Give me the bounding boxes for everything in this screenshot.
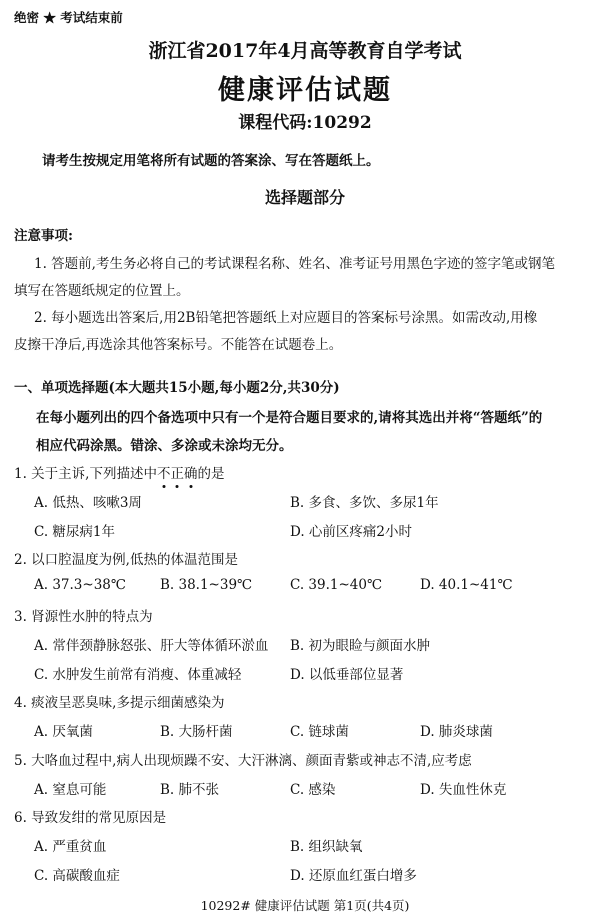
question-1-stem-post: 的是: [197, 466, 225, 482]
question-5-option-c: C. 感染: [290, 782, 336, 798]
question-5-option-b: B. 肺不张: [160, 782, 220, 798]
emphasis-char-2: 正: [170, 462, 184, 482]
question-3-option-d: D. 以低垂部位显著: [290, 667, 404, 683]
question-6-option-d: D. 还原血红蛋白增多: [290, 868, 417, 884]
note-1-line-1: 1. 答题前,考生务必将自己的考试课程名称、姓名、准考证号用黑色字迹的签字笔或钢笔: [34, 256, 555, 272]
question-6-stem: 6. 导致发绀的常见原因是: [14, 810, 167, 826]
question-1-stem: [14, 462, 224, 482]
paper-title: 健康评估试题: [218, 75, 392, 106]
page-footer: 10292# 健康评估试题 第1页(共4页): [200, 898, 410, 913]
question-4-option-c: C. 链球菌: [290, 724, 349, 740]
part-1-instruction-line-2: 相应代码涂黑。错涂、多涂或未涂均无分。: [36, 438, 293, 454]
question-6-option-b: B. 组织缺氧: [290, 839, 363, 855]
question-1-option-a: A. 低热、咳嗽3周: [34, 495, 142, 511]
answer-instruction: 请考生按规定用笔将所有试题的答案涂、写在答题纸上。: [42, 153, 380, 169]
note-1-line-2: 填写在答题纸规定的位置上。: [14, 283, 190, 299]
question-3-option-a: A. 常伴颈静脉怒张、肝大等体循环淤血: [34, 638, 269, 654]
question-1-option-b: B. 多食、多饮、多尿1年: [290, 495, 439, 511]
note-2-line-1: 2. 每小题选出答案后,用2B铅笔把答题纸上对应题目的答案标号涂黑。如需改动,用橡: [34, 310, 538, 326]
question-4-stem: 4. 痰液呈恶臭味,多提示细菌感染为: [14, 695, 225, 711]
question-3-option-b: B. 初为眼睑与颜面水肿: [290, 638, 431, 654]
question-2-stem: 2. 以口腔温度为例,低热的体温范围是: [14, 552, 238, 568]
question-2-option-a: A. 37.3~38℃: [34, 577, 126, 593]
question-2-option-b: B. 38.1~39℃: [160, 577, 253, 593]
question-1-stem-pre: 1. 关于主诉,下列描述中: [14, 466, 157, 482]
question-6-option-a: A. 严重贫血: [34, 839, 107, 855]
question-1-option-d: D. 心前区疼痛2小时: [290, 524, 413, 540]
question-5-option-d: D. 失血性休克: [420, 782, 507, 798]
question-3-stem: 3. 肾源性水肿的特点为: [14, 609, 153, 625]
emphasis-char-3: 确: [184, 462, 198, 482]
question-1-option-c: C. 糖尿病1年: [34, 524, 116, 540]
question-2-option-c: C. 39.1~40℃: [290, 577, 383, 593]
question-5-option-a: A. 窒息可能: [34, 782, 107, 798]
confidential-label: 绝密 ★ 考试结束前: [14, 10, 123, 25]
question-4-option-d: D. 肺炎球菌: [420, 724, 493, 740]
notes-title: 注意事项:: [14, 228, 73, 244]
emphasis-char-1: 不: [157, 462, 171, 482]
question-5-stem: 5. 大咯血过程中,病人出现烦躁不安、大汗淋漓、颜面青紫或神志不清,应考虑: [14, 753, 472, 769]
question-4-option-b: B. 大肠杆菌: [160, 724, 233, 740]
part-1-instruction-line-1: 在每小题列出的四个备选项中只有一个是符合题目要求的,请将其选出并将“答题纸”的: [36, 410, 543, 426]
course-code: 课程代码:10292: [238, 113, 372, 133]
question-6-option-c: C. 高碳酸血症: [34, 868, 120, 884]
question-4-option-a: A. 厌氧菌: [34, 724, 93, 740]
question-3-option-c: C. 水肿发生前常有消瘦、体重减轻: [34, 667, 242, 683]
note-2-line-2: 皮擦干净后,再选涂其他答案标号。不能答在试题卷上。: [14, 337, 343, 353]
exam-title: 浙江省2017年4月高等教育自学考试: [148, 40, 462, 62]
question-2-option-d: D. 40.1~41℃: [420, 577, 513, 593]
section-title: 选择题部分: [264, 188, 345, 207]
part-1-heading: 一、单项选择题(本大题共15小题,每小题2分,共30分): [14, 380, 340, 396]
